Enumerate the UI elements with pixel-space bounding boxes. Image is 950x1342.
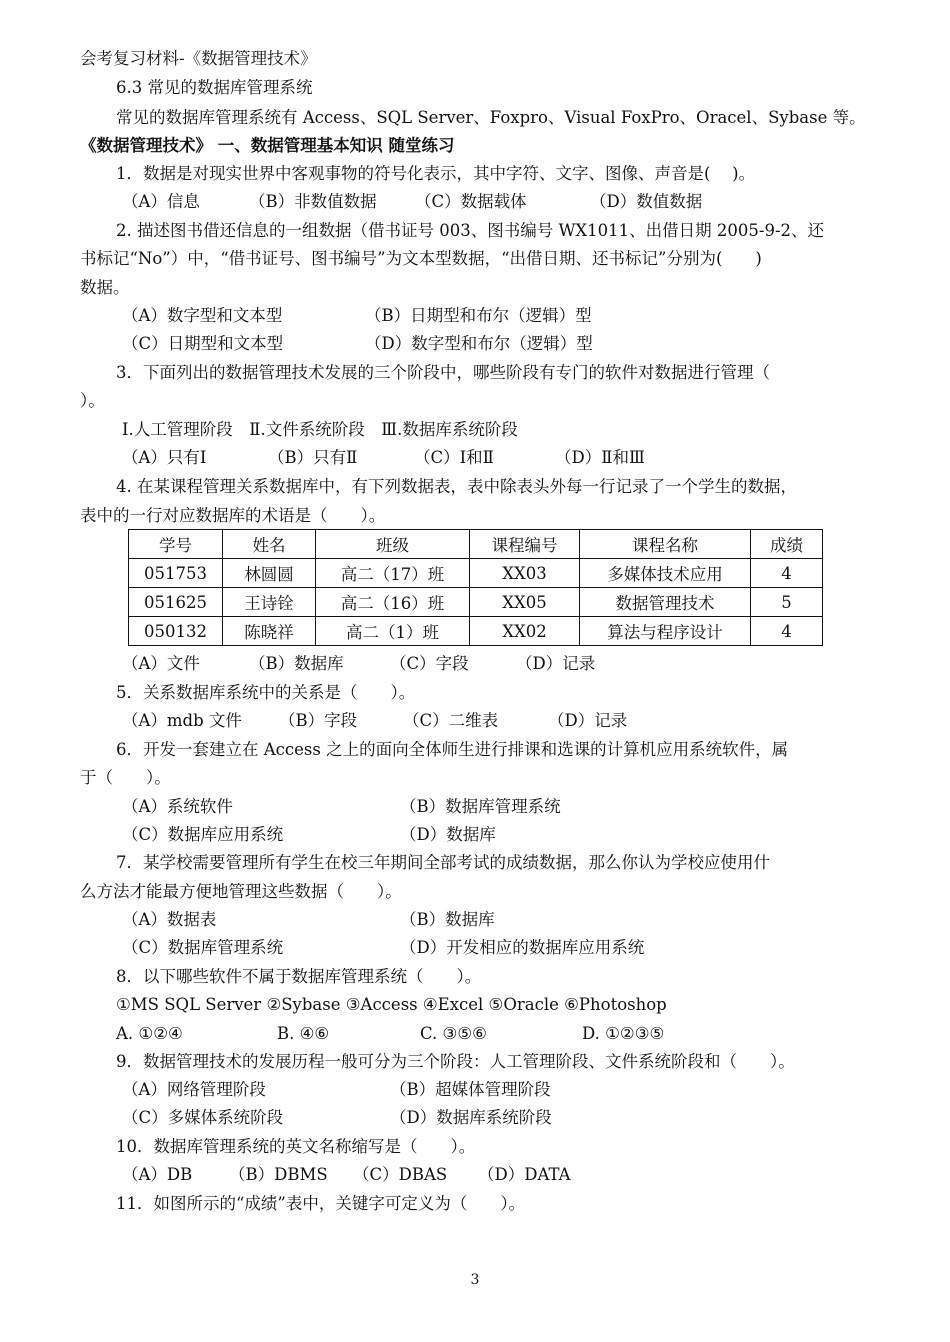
q2-stem-line1: 2. 描述图书借还信息的一组数据（借书证号 003、图书编号 WX1011、出借日期 2005-9-2、还 — [116, 221, 825, 240]
q2-option-a: （A）数字型和文本型 — [122, 306, 283, 325]
table-header-cell: 班级 — [316, 530, 470, 559]
table-header-cell: 姓名 — [223, 530, 316, 559]
q9-options-row1 — [122, 1080, 551, 1100]
q8-stem: 8．以下哪些软件不属于数据库管理系统（ ）。 — [116, 967, 482, 986]
q3-options — [122, 448, 645, 468]
q4-option-d: （D）记录 — [516, 654, 596, 673]
table-cell: 4 — [751, 617, 823, 646]
q4-stem-line1: 4. 在某课程管理关系数据库中，有下列数据表，表中除表头外每一行记录了一个学生的数据， — [116, 477, 797, 496]
q5-option-a: （A）mdb 文件 — [122, 711, 242, 730]
q6-option-c: （C）数据库应用系统 — [122, 825, 284, 844]
table-header-row — [129, 530, 823, 559]
q6-options-row1 — [122, 797, 561, 817]
q2-stem-line3: 数据。 — [80, 278, 130, 297]
q8-software-list: ①MS SQL Server ②Sybase ③Access ④Excel ⑤Oracle ⑥Photoshop — [116, 995, 667, 1014]
q1-option-c: （C）数据载体 — [415, 192, 527, 211]
q7-option-b: （B）数据库 — [400, 910, 495, 929]
q8-options — [116, 1024, 664, 1044]
table-row — [129, 559, 823, 588]
q2-options-row1 — [122, 306, 592, 326]
q3-option-a: （A）只有Ⅰ — [122, 448, 207, 467]
q7-option-d: （D）开发相应的数据库应用系统 — [400, 938, 645, 957]
q1-option-a: （A）信息 — [122, 192, 200, 211]
q4-option-b: （B）数据库 — [249, 654, 344, 673]
q10-options — [122, 1165, 571, 1185]
q5-option-d: （D）记录 — [548, 711, 628, 730]
table-cell: 051753 — [129, 559, 223, 588]
q4-option-a: （A）文件 — [122, 654, 200, 673]
q9-option-c: （C）多媒体系统阶段 — [122, 1108, 284, 1127]
q2-option-c: （C）日期型和文本型 — [122, 334, 284, 353]
q1-option-b: （B）非数值数据 — [249, 192, 377, 211]
table-cell: XX05 — [470, 588, 580, 617]
table-cell: 高二（17）班 — [316, 559, 470, 588]
table-cell: 算法与程序设计 — [580, 617, 751, 646]
q3-stem-line2: ）。 — [80, 391, 105, 410]
q10-option-d: （D）DATA — [478, 1165, 571, 1184]
q1-stem: 1．数据是对现实世界中客观事物的符号化表示，其中字符、文字、图像、声音是( )。 — [116, 164, 756, 183]
q10-option-b: （B）DBMS — [229, 1165, 328, 1184]
q6-options-row2 — [122, 825, 496, 845]
q4-option-c: （C）字段 — [390, 654, 469, 673]
q6-option-a: （A）系统软件 — [122, 797, 233, 816]
q7-option-c: （C）数据库管理系统 — [122, 938, 284, 957]
q10-option-a: （A）DB — [122, 1165, 193, 1184]
q5-options — [122, 711, 627, 731]
table-cell: 4 — [751, 559, 823, 588]
q5-stem: 5．关系数据库系统中的关系是（ ）。 — [116, 683, 416, 702]
q3-option-d: （D）Ⅱ和Ⅲ — [555, 448, 645, 467]
table-row — [129, 588, 823, 617]
q9-option-d: （D）数据库系统阶段 — [390, 1108, 552, 1127]
table-cell: 高二（16）班 — [316, 588, 470, 617]
table-cell: XX02 — [470, 617, 580, 646]
table-cell: 数据管理技术 — [580, 588, 751, 617]
table-header-cell: 课程编号 — [470, 530, 580, 559]
q8-option-b: B. ④⑥ — [277, 1024, 330, 1043]
q6-stem-line1: 6．开发一套建立在 Access 之上的面向全体师生进行排课和选课的计算机应用系统软件，属 — [116, 740, 789, 759]
q9-options-row2 — [122, 1108, 552, 1128]
q5-option-b: （B）字段 — [279, 711, 358, 730]
section-text: 常见的数据库管理系统有 Access、SQL Server、Foxpro、Visual FoxPro、Oracel、Sybase 等。 — [116, 108, 866, 127]
page-number: 3 — [470, 1272, 480, 1288]
student-grades-table — [128, 529, 823, 646]
table-header-cell: 成绩 — [751, 530, 823, 559]
q2-option-b: （B）日期型和布尔（逻辑）型 — [365, 306, 592, 325]
q7-options-row1 — [122, 910, 495, 930]
q8-option-c: C. ③⑤⑥ — [420, 1024, 487, 1043]
q8-option-d: D. ①②③⑤ — [582, 1024, 665, 1043]
q6-option-b: （B）数据库管理系统 — [400, 797, 561, 816]
q7-stem-line1: 7．某学校需要管理所有学生在校三年期间全部考试的成绩数据，那么你认为学校应使用什 — [116, 853, 770, 872]
q10-stem: 10．数据库管理系统的英文名称缩写是（ ）。 — [116, 1137, 476, 1156]
q7-options-row2 — [122, 938, 644, 958]
table-cell: 5 — [751, 588, 823, 617]
table-cell: 高二（1）班 — [316, 617, 470, 646]
q4-options — [122, 654, 595, 674]
q7-stem-line2: 么方法才能最方便地管理这些数据（ ）。 — [80, 882, 402, 901]
q8-option-a: A. ①②④ — [116, 1024, 183, 1043]
q5-option-c: （C）二维表 — [403, 711, 499, 730]
q11-stem: 11．如图所示的“成绩”表中，关键字可定义为（ ）。 — [116, 1194, 526, 1213]
q2-options-row2 — [122, 334, 593, 354]
table-header-cell: 课程名称 — [580, 530, 751, 559]
q10-option-c: （C）DBAS — [353, 1165, 448, 1184]
q9-option-b: （B）超媒体管理阶段 — [390, 1080, 551, 1099]
section-heading: 6.3 常见的数据库管理系统 — [116, 78, 313, 97]
q1-option-d: （D）数值数据 — [590, 192, 703, 211]
q3-option-b: （B）只有Ⅱ — [268, 448, 358, 467]
table-cell: 林圆圆 — [223, 559, 316, 588]
q1-options — [122, 192, 702, 212]
table-cell: 多媒体技术应用 — [580, 559, 751, 588]
q6-stem-line2: 于（ ）。 — [80, 768, 171, 787]
q2-stem-line2: 书标记“No”）中，“借书证号、图书编号”为文本型数据，“出借日期、还书标记”分别为( ) — [80, 249, 762, 268]
q6-option-d: （D）数据库 — [400, 825, 496, 844]
table-cell: 陈晓祥 — [223, 617, 316, 646]
table-cell: 王诗铨 — [223, 588, 316, 617]
q9-stem: 9．数据管理技术的发展历程一般可分为三个阶段：人工管理阶段、文件系统阶段和（ ）。 — [116, 1052, 795, 1071]
doc-header-title: 会考复习材料-《数据管理技术》 — [80, 49, 317, 68]
q7-option-a: （A）数据表 — [122, 910, 217, 929]
table-row — [129, 617, 823, 646]
table-cell: 050132 — [129, 617, 223, 646]
table-cell: 051625 — [129, 588, 223, 617]
q2-option-d: （D）数字型和布尔（逻辑）型 — [365, 334, 593, 353]
q3-option-c: （C）Ⅰ和Ⅱ — [414, 448, 494, 467]
q3-stages: Ⅰ.人工管理阶段 Ⅱ.文件系统阶段 Ⅲ.数据库系统阶段 — [122, 420, 518, 439]
q3-stem-line1: 3．下面列出的数据管理技术发展的三个阶段中，哪些阶段有专门的软件对数据进行管理（ — [116, 363, 770, 382]
q9-option-a: （A）网络管理阶段 — [122, 1080, 266, 1099]
exercise-title: 《数据管理技术》 一、数据管理基本知识 随堂练习 — [80, 136, 455, 155]
table-header-cell: 学号 — [129, 530, 223, 559]
q4-stem-line2: 表中的一行对应数据库的术语是（ ）。 — [80, 506, 386, 525]
table-cell: XX03 — [470, 559, 580, 588]
